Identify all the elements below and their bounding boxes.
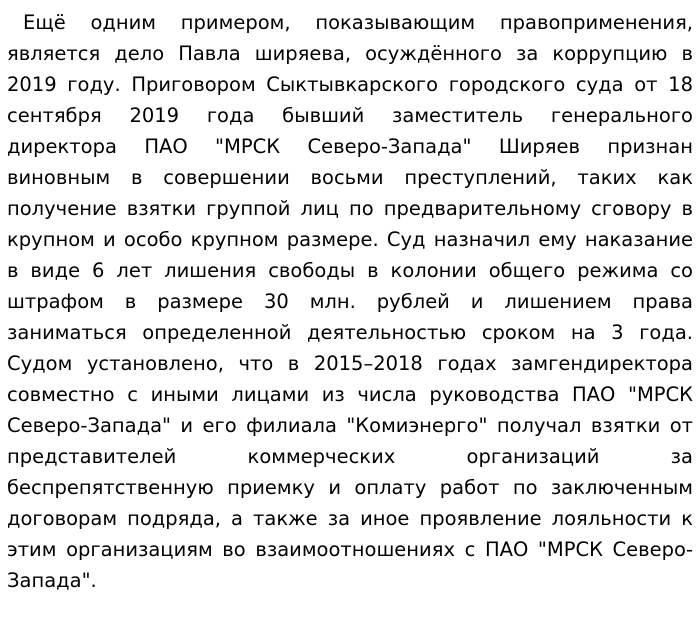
document-page <box>7 7 693 617</box>
body-paragraph: Ещё одним примером, показывающим правоприменения, является дело Павла ширяева, осуждённого за коррупцию в 2019 году. Приговором Сыктывкарского городского суда от 18 сентября 2019 года бывший заместитель генерального директора ПАО "МРСК Северо-Запада" Ширяев признан виновным в совершении восьми преступлений, таких как получение взятки группой лиц по предварительному сговору в крупном и особо крупном размере. Суд назначил ему наказание в виде 6 лет лишения свободы в колонии общего режима со штрафом в размере 30 млн. рублей и лишением права заниматься определенной деятельностью сроком на 3 года. Судом установлено, что в 2015–2018 годах замгендиректора совместно с иными лицами из числа руководства ПАО "МРСК Северо-Запада" и его филиала "Комиэнерго" получал взятки от представителей коммерческих организаций за беспрепятственную приемку и оплату работ по заключенным договорам подряда, а также за иное проявление лояльности к этим организациям во взаимоотношениях с ПАО "МРСК Северо-Запада". <box>7 11 693 592</box>
